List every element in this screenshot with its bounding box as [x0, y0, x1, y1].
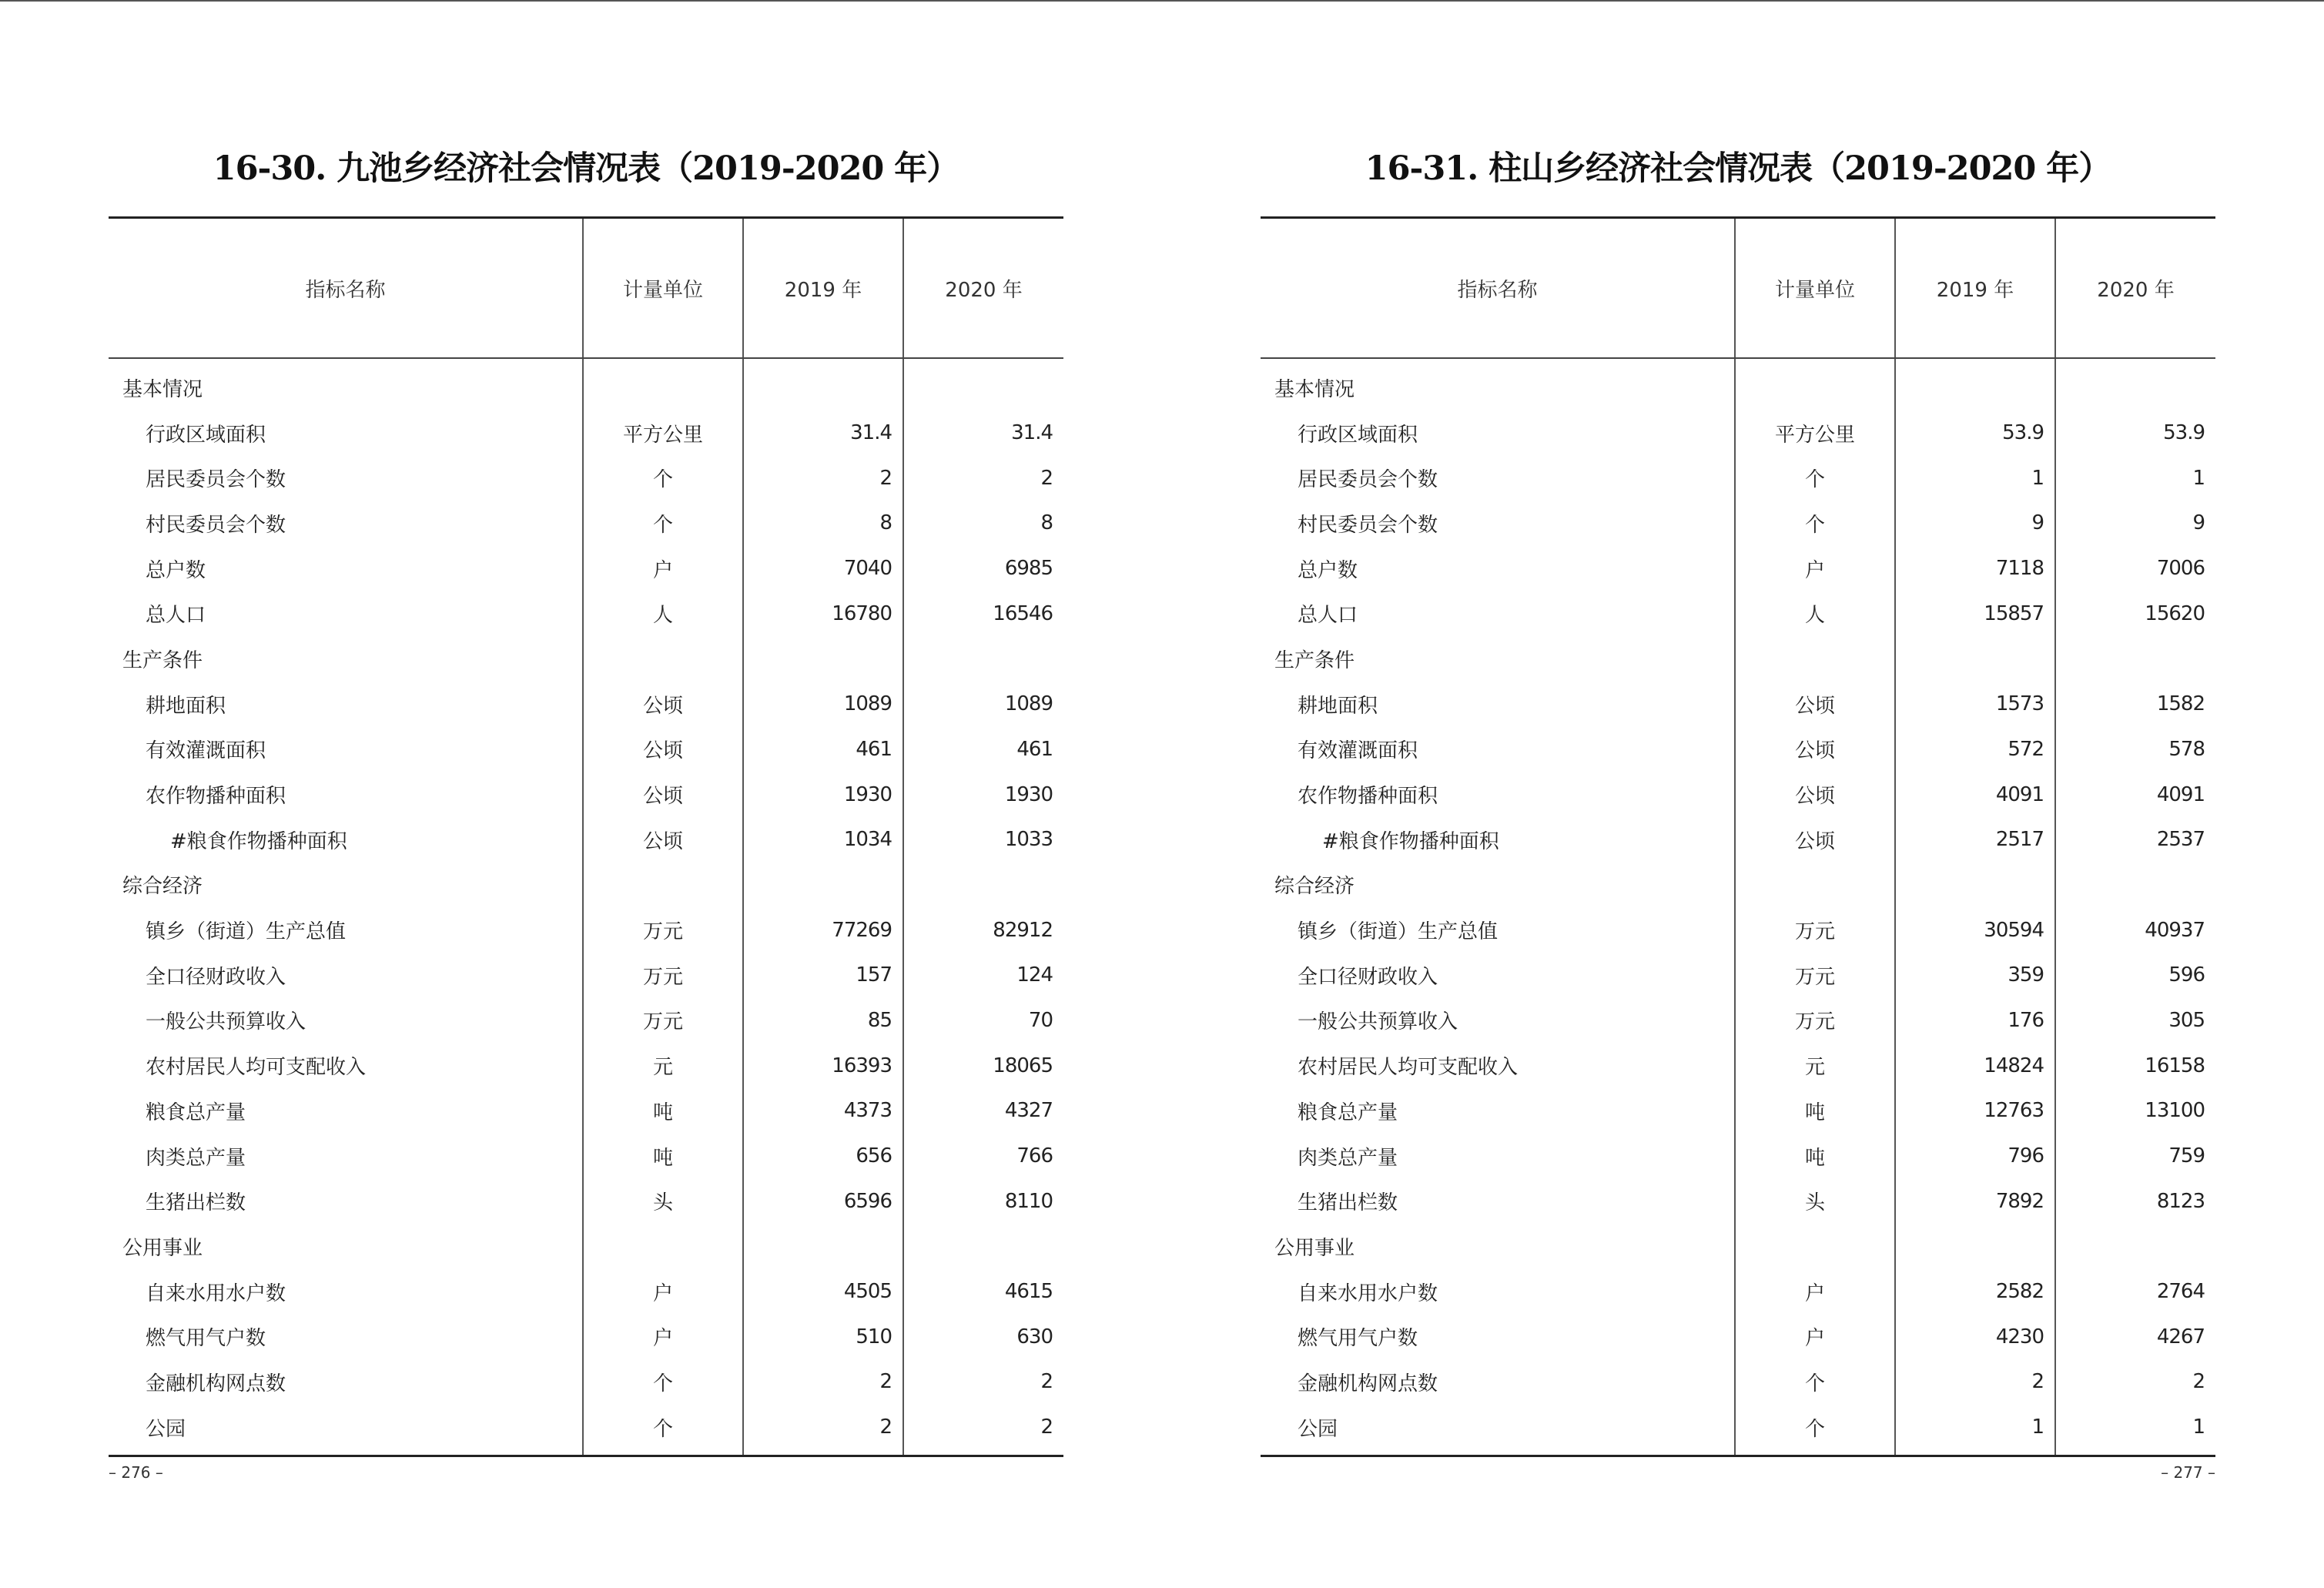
header-year-2019: 2019 年 [743, 218, 903, 359]
section-header-row [1261, 358, 2215, 410]
table-row [1261, 1359, 2215, 1405]
unit-cell [583, 1224, 743, 1269]
value-2019-cell [1895, 863, 2055, 908]
value-2020-cell [2055, 358, 2215, 410]
indicator-name-cell: 耕地面积 [146, 694, 226, 718]
unit-cell: 个 [583, 1405, 743, 1456]
unit-cell: 公顷 [583, 772, 743, 817]
unit-cell: 万元 [1735, 998, 1895, 1044]
indicator-name-cell: 一般公共预算收入 [146, 1010, 306, 1034]
value-2020-cell: 2764 [2055, 1269, 2215, 1315]
section-header-row [109, 358, 1063, 410]
value-2019-cell: 796 [1895, 1134, 2055, 1179]
header-year-2020: 2020 年 [2055, 218, 2215, 359]
table-row [109, 772, 1063, 817]
value-2019-cell [1895, 358, 2055, 410]
value-2019-cell: 359 [1895, 953, 2055, 998]
table-row [109, 1178, 1063, 1224]
unit-cell: 个 [583, 455, 743, 501]
table-row [109, 817, 1063, 863]
header-unit: 计量单位 [1735, 218, 1895, 359]
unit-cell: 个 [583, 1359, 743, 1405]
indicator-name-cell: 粮食总产量 [1298, 1101, 1398, 1124]
value-2020-cell: 305 [2055, 998, 2215, 1044]
unit-cell: 个 [1735, 1359, 1895, 1405]
value-2020-cell: 1 [2055, 1405, 2215, 1456]
indicator-name-cell: 行政区域面积 [146, 423, 266, 447]
section-header-row [1261, 863, 2215, 908]
unit-cell: 万元 [1735, 953, 1895, 998]
value-2020-cell: 8 [903, 501, 1063, 546]
value-2020-cell: 578 [2055, 727, 2215, 772]
unit-cell [1735, 1224, 1895, 1269]
unit-cell: 人 [1735, 591, 1895, 636]
indicator-name-cell: 总户数 [1298, 558, 1358, 582]
value-2020-cell: 2537 [2055, 817, 2215, 863]
value-2019-cell: 1 [1895, 1405, 2055, 1456]
table-row [1261, 953, 2215, 998]
table-row [1261, 772, 2215, 817]
indicator-name-cell: 镇乡（街道）生产总值 [146, 920, 347, 944]
indicator-name-cell: 金融机构网点数 [1298, 1372, 1438, 1395]
table-row [1261, 546, 2215, 591]
unit-cell: 户 [1735, 546, 1895, 591]
value-2020-cell [903, 358, 1063, 410]
unit-cell: 吨 [583, 1088, 743, 1134]
table-row [109, 907, 1063, 953]
value-2020-cell: 1089 [903, 682, 1063, 727]
value-2019-cell: 6596 [743, 1178, 903, 1224]
value-2019-cell: 1573 [1895, 682, 2055, 727]
value-2019-cell: 2 [1895, 1359, 2055, 1405]
value-2020-cell: 1582 [2055, 682, 2215, 727]
indicator-name-cell: 综合经济 [1274, 875, 1355, 899]
value-2019-cell: 77269 [743, 907, 903, 953]
indicator-name-cell: 居民委员会个数 [1298, 468, 1438, 492]
table-row [109, 501, 1063, 546]
value-2019-cell: 8 [743, 501, 903, 546]
statistics-table [1261, 216, 2215, 1457]
unit-cell: 个 [1735, 455, 1895, 501]
indicator-name-cell: 耕地面积 [1298, 694, 1378, 718]
unit-cell: 公顷 [1735, 817, 1895, 863]
value-2019-cell: 176 [1895, 998, 2055, 1044]
unit-cell [583, 358, 743, 410]
value-2020-cell: 461 [903, 727, 1063, 772]
section-header-row [1261, 636, 2215, 682]
value-2019-cell: 14824 [1895, 1043, 2055, 1088]
table-row [109, 1134, 1063, 1179]
value-2020-cell: 2 [2055, 1359, 2215, 1405]
unit-cell [1735, 863, 1895, 908]
unit-cell: 户 [1735, 1314, 1895, 1359]
table-row [109, 546, 1063, 591]
unit-cell [583, 636, 743, 682]
table-row [1261, 1269, 2215, 1315]
unit-cell: 公顷 [1735, 727, 1895, 772]
unit-cell: 头 [583, 1178, 743, 1224]
table-row [109, 1359, 1063, 1405]
indicator-name-cell: 镇乡（街道）生产总值 [1298, 920, 1499, 944]
value-2019-cell [743, 863, 903, 908]
value-2019-cell: 15857 [1895, 591, 2055, 636]
unit-cell: 公顷 [583, 817, 743, 863]
table-row [109, 591, 1063, 636]
indicator-name-cell: 农作物播种面积 [146, 785, 286, 809]
value-2020-cell [903, 863, 1063, 908]
section-header-row [109, 636, 1063, 682]
value-2019-cell [743, 636, 903, 682]
value-2020-cell: 13100 [2055, 1088, 2215, 1134]
value-2019-cell: 7118 [1895, 546, 2055, 591]
page-number: – 276 – [109, 1463, 163, 1482]
page-number: – 277 – [2161, 1463, 2215, 1482]
indicator-name-cell: 有效灌溉面积 [146, 739, 266, 763]
table-row [109, 1043, 1063, 1088]
table-row [109, 953, 1063, 998]
table-row [1261, 501, 2215, 546]
value-2019-cell: 7892 [1895, 1178, 2055, 1224]
indicator-name-cell: 公园 [1298, 1417, 1338, 1441]
value-2020-cell [2055, 636, 2215, 682]
value-2020-cell: 759 [2055, 1134, 2215, 1179]
indicator-name-cell: 基本情况 [1274, 377, 1355, 401]
indicator-name-cell: 燃气用气户数 [146, 1327, 266, 1351]
value-2020-cell: 31.4 [903, 410, 1063, 456]
section-header-row [109, 863, 1063, 908]
page-title: 16-30. 九池乡经济社会情况表（2019-2020 年） [213, 149, 959, 188]
table-row [1261, 907, 2215, 953]
indicator-name-cell: 全口径财政收入 [146, 965, 286, 989]
value-2020-cell: 1033 [903, 817, 1063, 863]
value-2020-cell: 596 [2055, 953, 2215, 998]
table-row [1261, 591, 2215, 636]
value-2019-cell: 461 [743, 727, 903, 772]
right-page [1261, 0, 2215, 1588]
unit-cell: 人 [583, 591, 743, 636]
value-2020-cell: 2 [903, 1359, 1063, 1405]
table-body [109, 358, 1063, 1456]
value-2020-cell: 4327 [903, 1088, 1063, 1134]
value-2020-cell [2055, 863, 2215, 908]
table-row [1261, 1043, 2215, 1088]
value-2020-cell: 82912 [903, 907, 1063, 953]
value-2019-cell: 2582 [1895, 1269, 2055, 1315]
table-row [1261, 1405, 2215, 1456]
table-row [109, 1269, 1063, 1315]
value-2020-cell: 15620 [2055, 591, 2215, 636]
value-2020-cell: 4615 [903, 1269, 1063, 1315]
indicator-name-cell: 一般公共预算收入 [1298, 1010, 1458, 1034]
indicator-name-cell: 农村居民人均可支配收入 [1298, 1056, 1519, 1080]
table-header-row [1261, 218, 2215, 359]
indicator-name-cell: 公用事业 [1274, 1236, 1355, 1260]
value-2020-cell [2055, 1224, 2215, 1269]
indicator-name-cell: 公园 [146, 1417, 186, 1441]
unit-cell [583, 863, 743, 908]
table-row [1261, 682, 2215, 727]
indicator-name-cell: 总人口 [146, 604, 206, 628]
table-row [1261, 1134, 2215, 1179]
value-2019-cell [743, 1224, 903, 1269]
header-year-2020: 2020 年 [903, 218, 1063, 359]
value-2019-cell: 157 [743, 953, 903, 998]
value-2019-cell [1895, 1224, 2055, 1269]
value-2019-cell: 1 [1895, 455, 2055, 501]
value-2020-cell: 124 [903, 953, 1063, 998]
unit-cell: 个 [583, 501, 743, 546]
unit-cell: 户 [1735, 1269, 1895, 1315]
value-2019-cell: 16780 [743, 591, 903, 636]
indicator-name-cell: 金融机构网点数 [146, 1372, 286, 1395]
value-2019-cell: 30594 [1895, 907, 2055, 953]
indicator-name-cell: 行政区域面积 [1298, 423, 1418, 447]
unit-cell: 户 [583, 546, 743, 591]
table-row [1261, 410, 2215, 456]
section-header-row [109, 1224, 1063, 1269]
unit-cell [1735, 358, 1895, 410]
unit-cell: 吨 [583, 1134, 743, 1179]
table-row [109, 727, 1063, 772]
value-2020-cell: 53.9 [2055, 410, 2215, 456]
value-2019-cell: 9 [1895, 501, 2055, 546]
value-2020-cell: 16158 [2055, 1043, 2215, 1088]
table-row [109, 682, 1063, 727]
value-2020-cell: 4091 [2055, 772, 2215, 817]
unit-cell: 个 [1735, 501, 1895, 546]
table-header-row [109, 218, 1063, 359]
table-row [109, 1314, 1063, 1359]
unit-cell: 吨 [1735, 1088, 1895, 1134]
value-2019-cell: 510 [743, 1314, 903, 1359]
indicator-name-cell: 基本情况 [122, 377, 203, 401]
value-2020-cell: 70 [903, 998, 1063, 1044]
value-2020-cell [903, 636, 1063, 682]
unit-cell: 万元 [583, 953, 743, 998]
unit-cell [1735, 636, 1895, 682]
value-2019-cell [743, 358, 903, 410]
table-row [109, 998, 1063, 1044]
value-2019-cell: 31.4 [743, 410, 903, 456]
table-row [1261, 1178, 2215, 1224]
unit-cell: 元 [1735, 1043, 1895, 1088]
value-2019-cell: 2 [743, 1405, 903, 1456]
indicator-name-cell: #粮食作物播种面积 [170, 829, 347, 853]
indicator-name-cell: 农作物播种面积 [1298, 785, 1438, 809]
indicator-name-cell: 肉类总产量 [1298, 1146, 1398, 1170]
indicator-name-cell: 综合经济 [122, 875, 203, 899]
table-row [1261, 1314, 2215, 1359]
indicator-name-cell: 自来水用水户数 [1298, 1281, 1438, 1305]
value-2020-cell: 8123 [2055, 1178, 2215, 1224]
indicator-name-cell: 有效灌溉面积 [1298, 739, 1418, 763]
value-2019-cell: 85 [743, 998, 903, 1044]
indicator-name-cell: 农村居民人均可支配收入 [146, 1056, 367, 1080]
indicator-name-cell: 生猪出栏数 [146, 1191, 246, 1215]
value-2020-cell: 16546 [903, 591, 1063, 636]
value-2019-cell: 1089 [743, 682, 903, 727]
value-2019-cell: 1930 [743, 772, 903, 817]
value-2019-cell: 53.9 [1895, 410, 2055, 456]
value-2019-cell: 572 [1895, 727, 2055, 772]
unit-cell: 公顷 [583, 727, 743, 772]
value-2020-cell: 630 [903, 1314, 1063, 1359]
table-row [109, 1088, 1063, 1134]
value-2020-cell: 1930 [903, 772, 1063, 817]
value-2020-cell: 1 [2055, 455, 2215, 501]
value-2019-cell: 16393 [743, 1043, 903, 1088]
table-row [1261, 817, 2215, 863]
table-row [1261, 455, 2215, 501]
value-2020-cell: 6985 [903, 546, 1063, 591]
indicator-name-cell: 总户数 [146, 558, 206, 582]
indicator-name-cell: 村民委员会个数 [146, 513, 286, 537]
value-2019-cell: 2 [743, 1359, 903, 1405]
value-2019-cell: 4091 [1895, 772, 2055, 817]
unit-cell: 吨 [1735, 1134, 1895, 1179]
value-2020-cell: 7006 [2055, 546, 2215, 591]
table-row [109, 455, 1063, 501]
indicator-name-cell: 肉类总产量 [146, 1146, 246, 1170]
table-row [109, 410, 1063, 456]
value-2020-cell: 766 [903, 1134, 1063, 1179]
indicator-name-cell: #粮食作物播种面积 [1322, 829, 1499, 853]
left-page [109, 0, 1063, 1588]
indicator-name-cell: 全口径财政收入 [1298, 965, 1438, 989]
table-row [1261, 998, 2215, 1044]
value-2019-cell: 4373 [743, 1088, 903, 1134]
table-body [1261, 358, 2215, 1456]
unit-cell: 户 [583, 1269, 743, 1315]
value-2020-cell: 40937 [2055, 907, 2215, 953]
unit-cell: 平方公里 [1735, 410, 1895, 456]
indicator-name-cell: 村民委员会个数 [1298, 513, 1438, 537]
indicator-name-cell: 总人口 [1298, 604, 1358, 628]
indicator-name-cell: 生产条件 [122, 648, 203, 672]
value-2019-cell: 2517 [1895, 817, 2055, 863]
unit-cell: 户 [583, 1314, 743, 1359]
indicator-name-cell: 生产条件 [1274, 648, 1355, 672]
value-2019-cell: 12763 [1895, 1088, 2055, 1134]
table-row [1261, 1088, 2215, 1134]
unit-cell: 万元 [583, 998, 743, 1044]
value-2019-cell: 4230 [1895, 1314, 2055, 1359]
value-2019-cell: 4505 [743, 1269, 903, 1315]
value-2020-cell: 2 [903, 1405, 1063, 1456]
indicator-name-cell: 自来水用水户数 [146, 1281, 286, 1305]
header-indicator-name: 指标名称 [1261, 218, 1735, 359]
indicator-name-cell: 粮食总产量 [146, 1101, 246, 1124]
value-2020-cell: 9 [2055, 501, 2215, 546]
header-unit: 计量单位 [583, 218, 743, 359]
header-year-2019: 2019 年 [1895, 218, 2055, 359]
value-2020-cell: 4267 [2055, 1314, 2215, 1359]
unit-cell: 个 [1735, 1405, 1895, 1456]
table-row [1261, 727, 2215, 772]
indicator-name-cell: 居民委员会个数 [146, 468, 286, 492]
value-2019-cell: 1034 [743, 817, 903, 863]
statistics-table [109, 216, 1063, 1457]
value-2020-cell: 8110 [903, 1178, 1063, 1224]
value-2019-cell: 2 [743, 455, 903, 501]
section-header-row [1261, 1224, 2215, 1269]
indicator-name-cell: 生猪出栏数 [1298, 1191, 1398, 1215]
unit-cell: 万元 [1735, 907, 1895, 953]
unit-cell: 公顷 [1735, 682, 1895, 727]
header-indicator-name: 指标名称 [109, 218, 583, 359]
value-2020-cell [903, 1224, 1063, 1269]
unit-cell: 公顷 [1735, 772, 1895, 817]
indicator-name-cell: 公用事业 [122, 1236, 203, 1260]
value-2019-cell: 7040 [743, 546, 903, 591]
indicator-name-cell: 燃气用气户数 [1298, 1327, 1418, 1351]
value-2019-cell [1895, 636, 2055, 682]
unit-cell: 公顷 [583, 682, 743, 727]
unit-cell: 头 [1735, 1178, 1895, 1224]
page-title: 16-31. 柱山乡经济社会情况表（2019-2020 年） [1365, 149, 2111, 188]
table-row [109, 1405, 1063, 1456]
value-2019-cell: 656 [743, 1134, 903, 1179]
unit-cell: 平方公里 [583, 410, 743, 456]
unit-cell: 万元 [583, 907, 743, 953]
value-2020-cell: 18065 [903, 1043, 1063, 1088]
value-2020-cell: 2 [903, 455, 1063, 501]
unit-cell: 元 [583, 1043, 743, 1088]
